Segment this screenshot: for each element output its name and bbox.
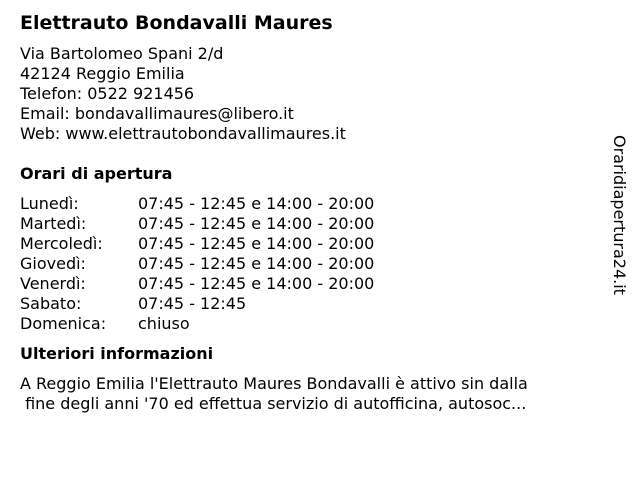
hours-row-monday xyxy=(20,194,600,214)
day-hours: 07:45 - 12:45 e 14:00 - 20:00 xyxy=(138,234,375,253)
day-hours: 07:45 - 12:45 e 14:00 - 20:00 xyxy=(138,254,375,273)
description-line: fine degli anni '70 ed effettua servizio di autofficina, autosoc... xyxy=(20,394,527,413)
day-label: Venerdì: xyxy=(20,274,86,293)
day-hours: 07:45 - 12:45 e 14:00 - 20:00 xyxy=(138,194,375,213)
address-street: Via Bartolomeo Spani 2/d xyxy=(20,44,224,63)
opening-hours-heading: Orari di apertura xyxy=(20,164,173,183)
day-label: Sabato: xyxy=(20,294,82,313)
site-brand-text: Oraridiapertura24.it xyxy=(610,135,629,295)
phone-number: Telefon: 0522 921456 xyxy=(20,84,195,103)
site-brand-vertical xyxy=(610,135,636,335)
business-name: Elettrauto Bondavalli Maures xyxy=(20,12,333,34)
more-info-heading: Ulteriori informazioni xyxy=(20,344,214,363)
description-line: A Reggio Emilia l'Elettrauto Maures Bondavalli è attivo sin dalla xyxy=(20,374,528,393)
opening-hours-table xyxy=(20,194,600,334)
address-city: 42124 Reggio Emilia xyxy=(20,64,185,83)
hours-row-friday xyxy=(20,274,600,294)
day-label: Domenica: xyxy=(20,314,107,333)
day-hours: 07:45 - 12:45 xyxy=(138,294,247,313)
email-address: Email: bondavallimaures@libero.it xyxy=(20,104,294,123)
contact-block xyxy=(20,44,600,144)
hours-row-thursday xyxy=(20,254,600,274)
website-address: Web: www.elettrautobondavallimaures.it xyxy=(20,124,346,143)
day-hours: 07:45 - 12:45 e 14:00 - 20:00 xyxy=(138,274,375,293)
day-label: Lunedì: xyxy=(20,194,79,213)
hours-row-tuesday xyxy=(20,214,600,234)
day-label: Martedì: xyxy=(20,214,87,233)
more-info-description xyxy=(20,374,600,414)
day-label: Giovedì: xyxy=(20,254,86,273)
day-hours: chiuso xyxy=(138,314,190,333)
day-hours: 07:45 - 12:45 e 14:00 - 20:00 xyxy=(138,214,375,233)
hours-row-sunday xyxy=(20,314,600,334)
day-label: Mercoledì: xyxy=(20,234,103,253)
hours-row-wednesday xyxy=(20,234,600,254)
hours-row-saturday xyxy=(20,294,600,314)
business-card xyxy=(20,10,600,414)
